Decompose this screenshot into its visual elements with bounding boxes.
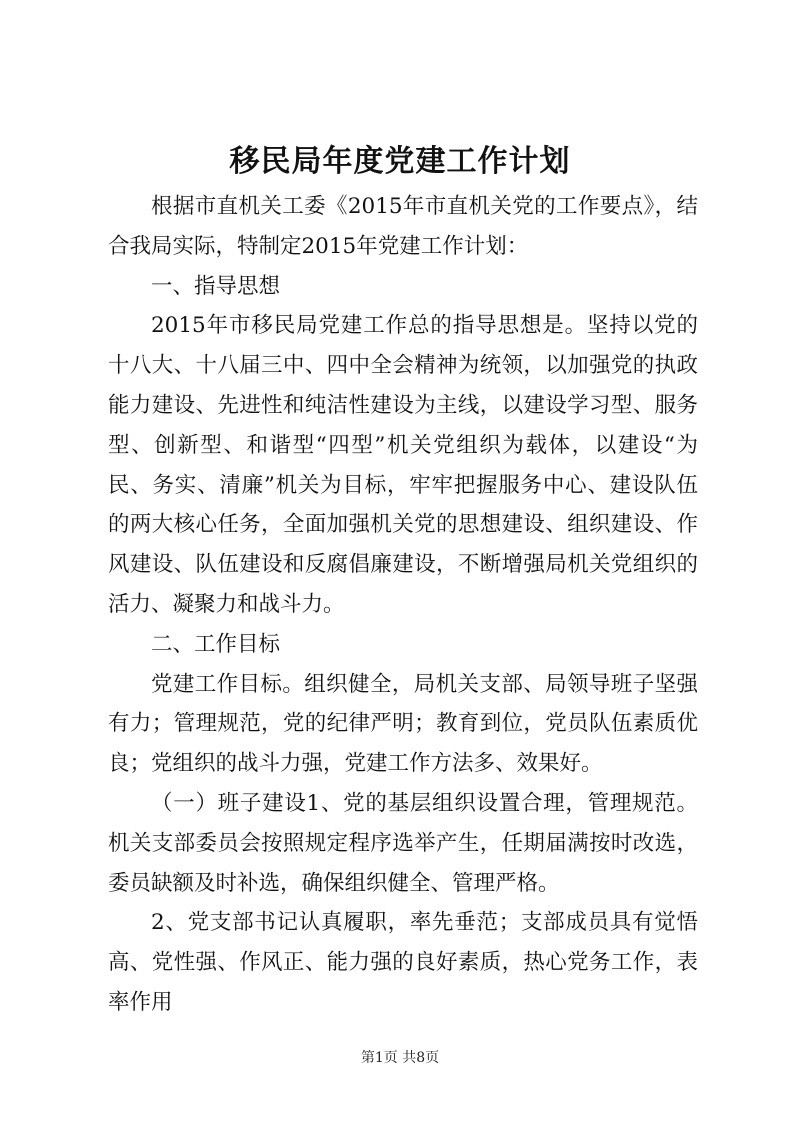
intro-paragraph: 根据市直机关工委《2015年市直机关党的工作要点》，结合我局实际，特制定2015年党建工作计划： [108,194,698,259]
section-heading-work-goals: 二、工作目标 [151,631,281,657]
party-secretary-paragraph: 2、党支部书记认真履职，率先垂范；支部成员具有觉悟高、党性强、作风正、能力强的良好素质，热心党务工作，表率作用 [108,910,698,1015]
document-title: 移民局年度党建工作计划 [229,144,571,179]
work-goals-paragraph: 党建工作目标。组织健全，局机关支部、局领导班子坚强有力；管理规范，党的纪律严明；教育到位，党员队伍素质优良；党组织的战斗力强，党建工作方法多、效果好。 [108,671,698,777]
guiding-ideology-paragraph: 2015年市移民局党建工作总的指导思想是。坚持以党的十八大、十八届三中、四中全会精神为统领，以加强党的执政能力建设、先进性和纯洁性建设为主线，以建设学习型、服务型、创新型、和谐型“四型”机关党组织为载体，以建设“为民、务实、清廉”机关为目标，牢牢把握服务中心、建设队伍的两大核心任务，全面加强机关党的思想建设、组织建设、作风建设、队伍建设和反腐倡廉建设，不断增强局机关党组织的活力、凝聚力和战斗力。 [108,313,698,617]
section-heading-guiding-ideology: 一、指导思想 [151,273,281,299]
team-building-paragraph: （一）班子建设1、党的基层组织设置合理，管理规范。机关支部委员会按照规定程序选举产生，任期届满按时改选，委员缺额及时补选，确保组织健全、管理严格。 [108,790,698,896]
page-number-footer: 第1页 共8页 [360,1050,440,1066]
document-body [108,187,698,1023]
